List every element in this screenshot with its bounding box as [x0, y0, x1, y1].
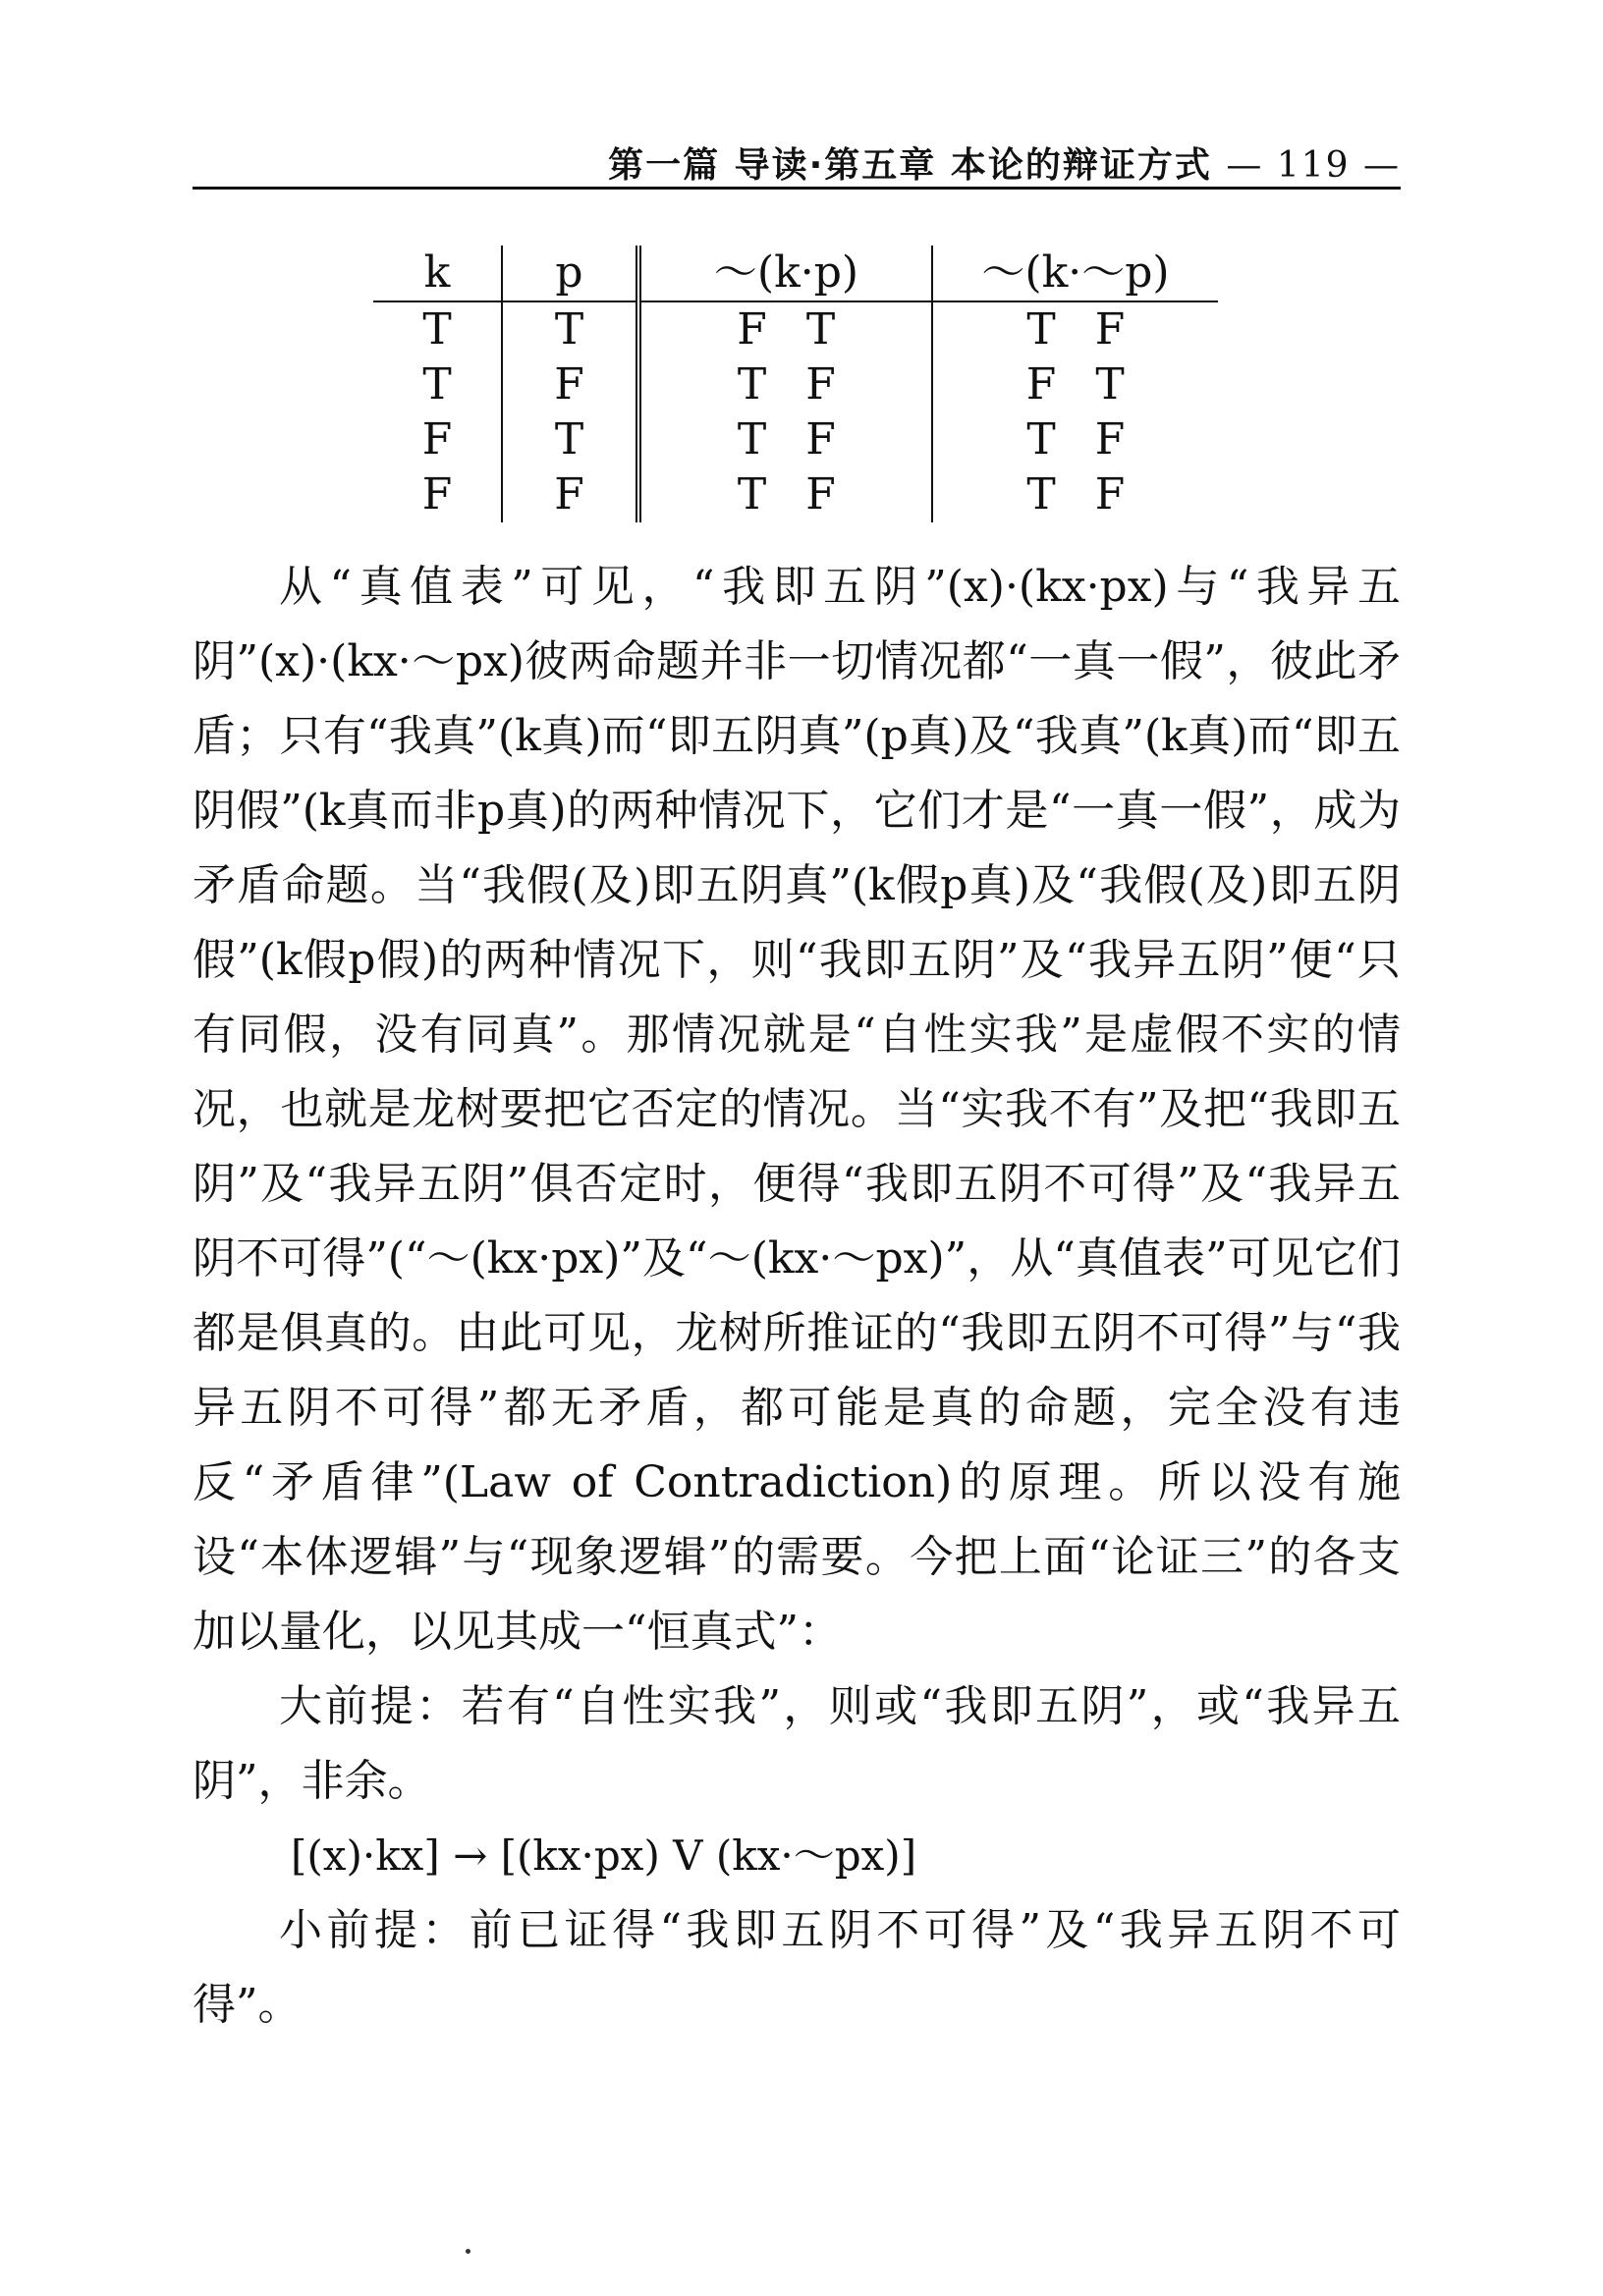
table-cell: T [502, 301, 638, 357]
table-row [373, 357, 1218, 412]
truth-value: T [737, 414, 767, 465]
table-cell: F [502, 467, 638, 522]
print-speck [466, 2249, 470, 2254]
truth-value: F [737, 304, 767, 355]
table-cell [638, 412, 932, 467]
table-cell: T [502, 412, 638, 467]
table-row [373, 412, 1218, 467]
table-cell: F [502, 357, 638, 412]
truth-value: T [737, 469, 767, 519]
table-cell [932, 357, 1218, 412]
header-title: 第一篇 导读·第五章 本论的辩证方式 [608, 145, 1212, 186]
table-cell [638, 357, 932, 412]
logic-formula: [(x)·kx] → [(kx·px) V (kx·～px)] [291, 1831, 917, 1880]
truth-value: F [805, 359, 836, 410]
truth-table-header-row [373, 246, 1218, 301]
truth-table [373, 246, 1218, 522]
table-cell: T [373, 301, 502, 357]
truth-value: F [805, 469, 836, 519]
truth-value: T [1026, 304, 1056, 355]
truth-value: T [805, 304, 836, 355]
truth-value: F [1025, 359, 1057, 410]
table-row [373, 301, 1218, 357]
table-cell [932, 467, 1218, 522]
table-cell [932, 412, 1218, 467]
truth-value: T [1026, 414, 1056, 465]
truth-value: F [805, 414, 836, 465]
table-cell [932, 301, 1218, 357]
column-header-p: p [502, 246, 638, 301]
truth-value: T [1026, 469, 1056, 519]
table-cell: F [373, 412, 502, 467]
truth-value: F [1094, 304, 1126, 355]
truth-value: T [737, 359, 767, 410]
body-text [193, 550, 1401, 2043]
truth-value: F [1094, 414, 1126, 465]
table-cell [638, 467, 932, 522]
column-header-k: k [373, 246, 502, 301]
column-header-not-k-and-p: ～(k·p) [638, 246, 932, 301]
paragraph-truth-table-analysis: 从“真值表”可见，“我即五阴”(x)·(kx·px)与“我异五阴”(x)·(kx·～px)彼两命题并非一切情况都“一真一假”，彼此矛盾；只有“我真”(k真)而“即五阴真”(p真)及“我真”(k真)而“即五阴假”(k真而非p真)的两种情况下，它们才是“一真一假”，成为矛盾命题。当“我假(及)即五阴真”(k假p真)及“我假(及)即五阴假”(k假p假)的两种情况下，则“我即五阴”及“我异五阴”便“只有同假，没有同真”。那情况就是“自性实我”是虚假不实的情况，也就是龙树要把它否定的情况。当“实我不有”及把“我即五阴”及“我异五阴”俱否定时，便得“我即五阴不可得”及“我异五阴不可得”(“～(kx·px)”及“～(kx·～px)”，从“真值表”可见它们都是俱真的。由此可见，龙树所推证的“我即五阴不可得”与“我异五阴不可得”都无矛盾，都可能是真的命题，完全没有违反“矛盾律”(Law of Contradiction)的原理。所以没有施设“本体逻辑”与“现象逻辑”的需要。今把上面“论证三”的各支加以量化，以见其成一“恒真式”： [193, 562, 1401, 1657]
column-header-not-k-and-not-p: ～(k·～p) [932, 246, 1218, 301]
page-number: — 119 — [1226, 145, 1401, 186]
truth-value: T [1095, 359, 1125, 410]
paragraph-minor-premise: 小前提：前已证得“我即五阴不可得”及“我异五阴不可得”。 [193, 1905, 1401, 2030]
page-header [193, 137, 1401, 190]
table-cell [638, 301, 932, 357]
truth-value: F [1094, 469, 1126, 519]
table-cell: T [373, 357, 502, 412]
table-cell: F [373, 467, 502, 522]
table-row [373, 467, 1218, 522]
paragraph-major-premise: 大前提：若有“自性实我”，则或“我即五阴”，或“我异五阴”，非余。 [193, 1681, 1401, 1806]
